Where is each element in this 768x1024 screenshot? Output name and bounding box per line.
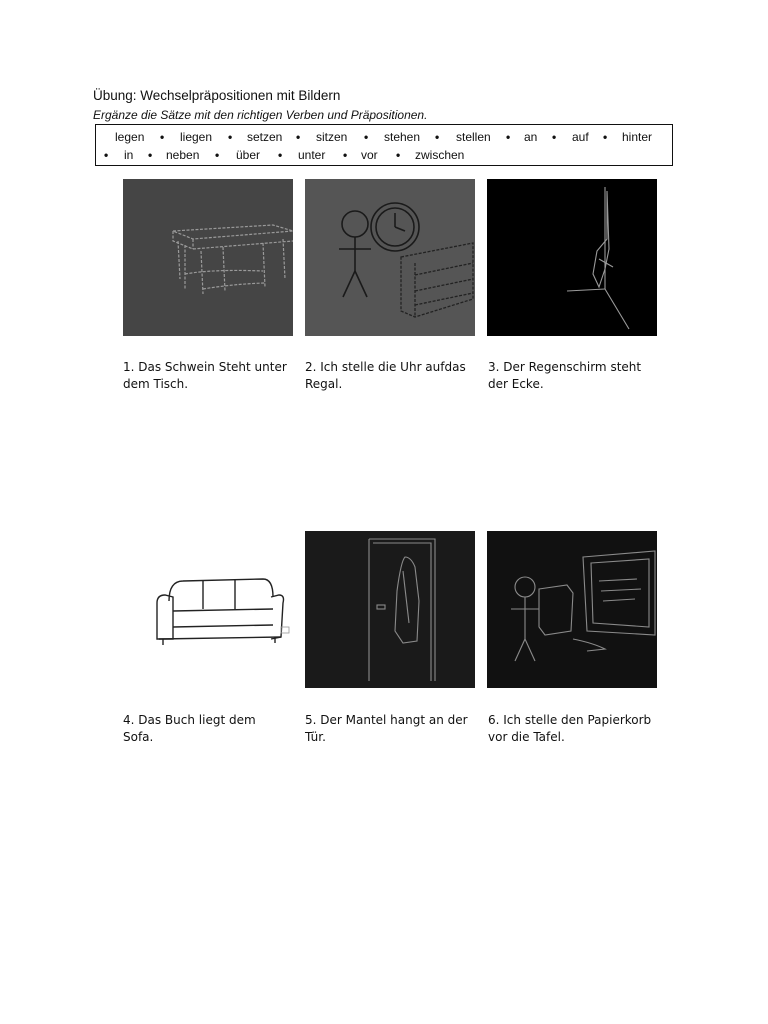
sofa-image — [123, 531, 293, 688]
bullet-separator: • — [296, 130, 301, 144]
word-bank-item: über — [236, 148, 261, 162]
bullet-separator: • — [603, 130, 608, 144]
bullet-separator: • — [552, 130, 557, 144]
word-bank-item: setzen — [247, 130, 283, 144]
bullet-separator: • — [435, 130, 440, 144]
word-bank-item: vor — [361, 148, 378, 162]
word-bank — [95, 124, 673, 166]
bullet-separator: • — [364, 130, 369, 144]
bullet-separator: • — [215, 148, 220, 162]
umbrella-corner-image — [487, 179, 657, 336]
page-title: Übung: Wechselpräpositionen mit Bildern — [93, 88, 341, 103]
coat-door-image — [305, 531, 475, 688]
bullet-separator: • — [278, 148, 283, 162]
word-bank-item: unter — [298, 148, 326, 162]
word-bank-item: stehen — [384, 130, 421, 144]
word-bank-item: an — [524, 130, 538, 144]
exercise-caption: 5. Der Mantel hangt an der Tür. — [305, 713, 468, 744]
word-bank-item: auf — [572, 130, 589, 144]
exercise-caption: 6. Ich stelle den Papierkorb vor die Tafel. — [488, 713, 652, 744]
bullet-separator: • — [396, 148, 401, 162]
word-bank-item: in — [124, 148, 134, 162]
bullet-separator: • — [148, 148, 153, 162]
word-bank-item: stellen — [456, 130, 491, 144]
word-bank-item: legen — [115, 130, 145, 144]
bullet-separator: • — [160, 130, 165, 144]
bullet-separator: • — [104, 148, 109, 162]
exercise-caption: 1. Das Schwein Steht unter dem Tisch. — [123, 360, 287, 391]
bullet-separator: • — [343, 148, 348, 162]
exercise-caption: 4. Das Buch liegt dem Sofa. — [123, 713, 256, 744]
table-image — [123, 179, 293, 336]
word-bank-item: neben — [166, 148, 200, 162]
bullet-separator: • — [506, 130, 511, 144]
word-bank-item: zwischen — [415, 148, 465, 162]
page-subtitle: Ergänze die Sätze mit den richtigen Verben und Präpositionen. — [93, 108, 428, 122]
word-bank-item: liegen — [180, 130, 213, 144]
wastebasket-board-image — [487, 531, 657, 688]
word-bank-item: sitzen — [316, 130, 348, 144]
exercise-caption: 2. Ich stelle die Uhr aufdas Regal. — [305, 360, 466, 391]
exercise-caption: 3. Der Regenschirm steht der Ecke. — [488, 360, 642, 391]
bullet-separator: • — [228, 130, 233, 144]
word-bank-item: hinter — [622, 130, 653, 144]
clock-shelf-image — [305, 179, 475, 336]
